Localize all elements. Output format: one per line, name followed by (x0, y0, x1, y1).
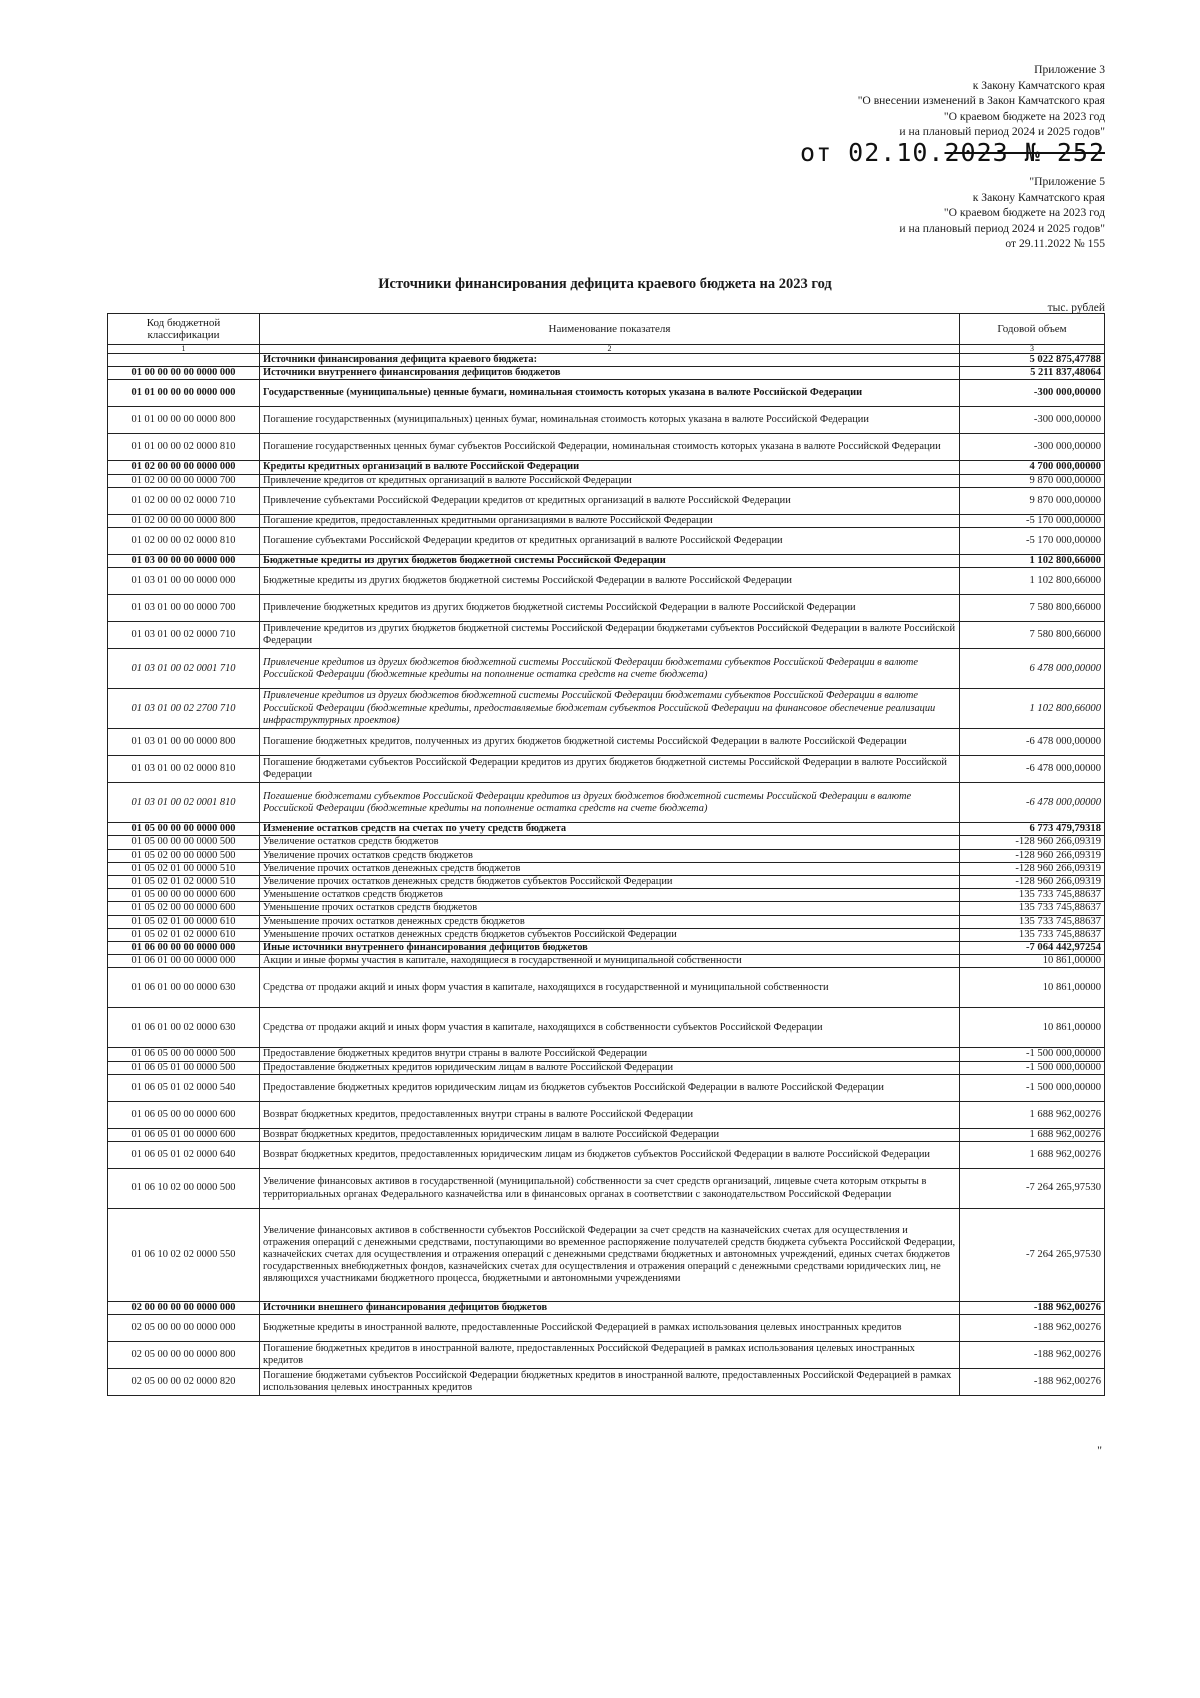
row-code: 01 06 01 00 02 0000 630 (108, 1008, 260, 1048)
header-line: "О внесении изменений в Закон Камчатского края (857, 94, 1105, 108)
row-value: -5 170 000,00000 (960, 528, 1105, 555)
closing-quote: " (1097, 1443, 1102, 1457)
table-row (108, 862, 1105, 875)
row-code: 01 00 00 00 00 0000 000 (108, 367, 260, 380)
row-code: 01 03 01 00 02 0000 810 (108, 756, 260, 783)
row-code: 01 05 00 00 00 0000 500 (108, 836, 260, 849)
row-value: -188 962,00276 (960, 1342, 1105, 1369)
row-value: 4 700 000,00000 (960, 461, 1105, 474)
stamp-date: от 02.10. (800, 138, 945, 167)
row-value: 6 773 479,79318 (960, 823, 1105, 836)
row-value: -128 960 266,09319 (960, 836, 1105, 849)
row-value: 1 102 800,66000 (960, 568, 1105, 595)
column-header-name: Наименование показателя (260, 314, 960, 345)
row-code: 02 00 00 00 00 0000 000 (108, 1302, 260, 1315)
row-value: 135 733 745,88637 (960, 889, 1105, 902)
row-value: -7 264 265,97530 (960, 1169, 1105, 1209)
row-code: 01 03 01 00 00 0000 700 (108, 595, 260, 622)
row-code: 01 02 00 00 02 0000 710 (108, 487, 260, 514)
table-row (108, 1342, 1105, 1369)
table-row (108, 849, 1105, 862)
row-value: 1 102 800,66000 (960, 689, 1105, 729)
row-name: Предоставление бюджетных кредитов юридическим лицам из бюджетов субъектов Российской Федерации в валюте Российской Федерации (260, 1074, 960, 1101)
table-row (108, 902, 1105, 915)
header-line: "О краевом бюджете на 2023 год (943, 109, 1105, 123)
row-value: -1 500 000,00000 (960, 1061, 1105, 1074)
table-row (108, 1101, 1105, 1128)
row-code: 01 03 01 00 00 0000 000 (108, 568, 260, 595)
table-row (108, 1209, 1105, 1302)
table-row (108, 1315, 1105, 1342)
table-row (108, 1048, 1105, 1061)
row-name: Привлечение кредитов из других бюджетов бюджетной системы Российской Федерации бюджетами субъектов Российской Федерации в валюте Российской Федерации (бюджетные кредиты, предоставляемые бюджетам субъектов Российской Федерации на финансовое обеспечение реализации инфраструктурных проектов) (260, 689, 960, 729)
row-value: -128 960 266,09319 (960, 876, 1105, 889)
table-row (108, 889, 1105, 902)
row-code: 01 02 00 00 00 0000 800 (108, 514, 260, 527)
header-line: и на плановый период 2024 и 2025 годов" (899, 125, 1105, 139)
row-value: 6 478 000,00000 (960, 649, 1105, 689)
row-value: 1 688 962,00276 (960, 1142, 1105, 1169)
row-value: 9 870 000,00000 (960, 474, 1105, 487)
table-row (108, 1128, 1105, 1141)
row-code: 01 05 02 01 02 0000 510 (108, 876, 260, 889)
header-line: к Закону Камчатского края (972, 78, 1105, 92)
table-header-row (108, 314, 1105, 345)
row-name: Иные источники внутреннего финансирования дефицитов бюджетов (260, 942, 960, 955)
row-code: 01 06 01 00 00 0000 630 (108, 968, 260, 1008)
row-name: Источники финансирования дефицита краевого бюджета: (260, 354, 960, 367)
table-row (108, 528, 1105, 555)
table-row (108, 968, 1105, 1008)
table-row (108, 487, 1105, 514)
row-code: 01 05 02 01 00 0000 610 (108, 915, 260, 928)
row-value: 1 102 800,66000 (960, 555, 1105, 568)
column-header-code: Код бюджетной классификации (108, 314, 260, 345)
table-row (108, 1169, 1105, 1209)
row-code: 01 06 05 00 00 0000 600 (108, 1101, 260, 1128)
row-name: Погашение бюджетных кредитов, полученных из других бюджетов бюджетной системы Российской Федерации в валюте Российской Федерации (260, 729, 960, 756)
row-name: Уменьшение прочих остатков денежных средств бюджетов субъектов Российской Федерации (260, 928, 960, 941)
row-code: 01 02 00 00 02 0000 810 (108, 528, 260, 555)
row-code: 01 01 00 00 00 0000 800 (108, 407, 260, 434)
row-code: 01 05 02 00 00 0000 500 (108, 849, 260, 862)
table-row (108, 1302, 1105, 1315)
row-name: Уменьшение прочих остатков средств бюджетов (260, 902, 960, 915)
row-name: Увеличение прочих остатков денежных средств бюджетов (260, 862, 960, 875)
row-name: Возврат бюджетных кредитов, предоставленных юридическим лицам в валюте Российской Федерации (260, 1128, 960, 1141)
original-appendix-header (899, 174, 1105, 252)
table-row (108, 568, 1105, 595)
row-value: 9 870 000,00000 (960, 487, 1105, 514)
row-code: 01 03 01 00 02 0001 810 (108, 783, 260, 823)
row-code: 01 06 05 01 02 0000 640 (108, 1142, 260, 1169)
row-value: -128 960 266,09319 (960, 849, 1105, 862)
table-row (108, 1369, 1105, 1396)
row-name: Предоставление бюджетных кредитов внутри страны в валюте Российской Федерации (260, 1048, 960, 1061)
table-row (108, 595, 1105, 622)
row-code: 02 05 00 00 02 0000 820 (108, 1369, 260, 1396)
stamp-struck-number: 2023 № 252 (944, 138, 1105, 167)
row-name: Привлечение кредитов из других бюджетов бюджетной системы Российской Федерации бюджетами субъектов Российской Федерации в валюте Российской Федерации (260, 622, 960, 649)
table-row (108, 407, 1105, 434)
row-name: Погашение государственных (муниципальных) ценных бумаг, номинальная стоимость которых указана в валюте Российской Федерации (260, 407, 960, 434)
row-name: Государственные (муниципальные) ценные бумаги, номинальная стоимость которых указана в валюте Российской Федерации (260, 380, 960, 407)
table-row (108, 1008, 1105, 1048)
row-value: 10 861,00000 (960, 968, 1105, 1008)
row-name: Источники внешнего финансирования дефицитов бюджетов (260, 1302, 960, 1315)
row-name: Увеличение остатков средств бюджетов (260, 836, 960, 849)
row-code: 01 06 05 00 00 0000 500 (108, 1048, 260, 1061)
row-name: Погашение бюджетами субъектов Российской Федерации кредитов из других бюджетов бюджетной системы Российской Федерации в валюте Российской Федерации (260, 756, 960, 783)
table-row (108, 942, 1105, 955)
table-row (108, 461, 1105, 474)
table-row (108, 876, 1105, 889)
row-name: Погашение бюджетных кредитов в иностранной валюте, предоставленных Российской Федерацией в рамках использования целевых иностранных кредитов (260, 1342, 960, 1369)
table-row (108, 649, 1105, 689)
column-number: 3 (960, 345, 1105, 354)
row-name: Бюджетные кредиты из других бюджетов бюджетной системы Российской Федерации в валюте Российской Федерации (260, 568, 960, 595)
table-row (108, 955, 1105, 968)
row-value: -300 000,00000 (960, 380, 1105, 407)
row-value: -6 478 000,00000 (960, 729, 1105, 756)
row-name: Источники внутреннего финансирования дефицитов бюджетов (260, 367, 960, 380)
table-row (108, 689, 1105, 729)
row-code: 01 05 02 01 02 0000 610 (108, 928, 260, 941)
row-code: 01 03 01 00 02 0001 710 (108, 649, 260, 689)
row-code: 02 05 00 00 00 0000 800 (108, 1342, 260, 1369)
header-line: и на плановый период 2024 и 2025 годов" (899, 221, 1105, 235)
row-name: Уменьшение прочих остатков денежных средств бюджетов (260, 915, 960, 928)
row-name: Увеличение финансовых активов в государственной (муниципальной) собственности за счет средств организаций, лицевые счета которым открыты в территориальных органах Федерального казначейства или в финансовых органах в соответствии с законодательством Российской Федерации (260, 1169, 960, 1209)
row-code: 01 06 05 01 00 0000 600 (108, 1128, 260, 1141)
financing-sources-table (107, 313, 1105, 1396)
row-name: Увеличение прочих остатков средств бюджетов (260, 849, 960, 862)
row-value: -1 500 000,00000 (960, 1048, 1105, 1061)
header-line: "Приложение 5 (1029, 175, 1105, 188)
row-code: 01 03 01 00 00 0000 800 (108, 729, 260, 756)
row-name: Акции и иные формы участия в капитале, находящиеся в государственной и муниципальной собственности (260, 955, 960, 968)
row-value: -6 478 000,00000 (960, 783, 1105, 823)
header-line: Приложение 3 (1034, 63, 1105, 76)
column-header-value: Годовой объем (960, 314, 1105, 345)
row-code: 01 05 02 01 00 0000 510 (108, 862, 260, 875)
row-name: Изменение остатков средств на счетах по учету средств бюджета (260, 823, 960, 836)
row-code: 01 06 05 01 00 0000 500 (108, 1061, 260, 1074)
row-code: 01 06 05 01 02 0000 540 (108, 1074, 260, 1101)
row-value: 1 688 962,00276 (960, 1128, 1105, 1141)
row-value: -188 962,00276 (960, 1302, 1105, 1315)
table-row (108, 354, 1105, 367)
row-value: 10 861,00000 (960, 1008, 1105, 1048)
row-value: -300 000,00000 (960, 407, 1105, 434)
row-name: Привлечение бюджетных кредитов из других бюджетов бюджетной системы Российской Федерации в валюте Российской Федерации (260, 595, 960, 622)
row-name: Возврат бюджетных кредитов, предоставленных юридическим лицам из бюджетов субъектов Российской Федерации в валюте Российской Федерации (260, 1142, 960, 1169)
row-name: Кредиты кредитных организаций в валюте Российской Федерации (260, 461, 960, 474)
row-value: 5 022 875,47788 (960, 354, 1105, 367)
row-code: 01 02 00 00 00 0000 000 (108, 461, 260, 474)
row-name: Увеличение прочих остатков денежных средств бюджетов субъектов Российской Федерации (260, 876, 960, 889)
row-code: 01 06 10 02 02 0000 550 (108, 1209, 260, 1302)
row-name: Привлечение кредитов из других бюджетов бюджетной системы Российской Федерации бюджетами субъектов Российской Федерации в валюте Российской Федерации (бюджетные кредиты на пополнение остатка средств на счете бюджета) (260, 649, 960, 689)
table-row (108, 928, 1105, 941)
table-row (108, 729, 1105, 756)
row-value: 7 580 800,66000 (960, 622, 1105, 649)
row-name: Увеличение финансовых активов в собственности субъектов Российской Федерации за счет средств на казначейских счетах для осуществления и отражения операций с денежными средствами, поступающими во временное распоряжение получателей средств бюджета субъекта Российской Федерации, казначейских счетах для осуществления и отражения операций с денежными средствами бюджетных и автономных учреждений, единых счетах бюджетов государственных внебюджетных фондов, казначейских счетах для осуществления и отражения операций с денежными средствами юридических лиц, не являющихся участниками бюджетного процесса, бюджетными и автономными учреждениями (260, 1209, 960, 1302)
row-value: -6 478 000,00000 (960, 756, 1105, 783)
table-body (108, 354, 1105, 1396)
table-row (108, 756, 1105, 783)
row-code: 01 06 01 00 00 0000 000 (108, 955, 260, 968)
row-value: 10 861,00000 (960, 955, 1105, 968)
row-value: 135 733 745,88637 (960, 902, 1105, 915)
row-code: 02 05 00 00 00 0000 000 (108, 1315, 260, 1342)
column-number: 2 (260, 345, 960, 354)
row-name: Привлечение кредитов от кредитных организаций в валюте Российской Федерации (260, 474, 960, 487)
row-name: Погашение государственных ценных бумаг субъектов Российской Федерации, номинальная стоимость которых указана в валюте Российской Федерации (260, 434, 960, 461)
table-row (108, 1074, 1105, 1101)
row-name: Погашение бюджетами субъектов Российской Федерации бюджетных кредитов в иностранной валюте, предоставленных Российской Федерацией в рамках использования целевых иностранных кредитов (260, 1369, 960, 1396)
row-name: Возврат бюджетных кредитов, предоставленных внутри страны в валюте Российской Федерации (260, 1101, 960, 1128)
row-value: -188 962,00276 (960, 1369, 1105, 1396)
table-row (108, 380, 1105, 407)
row-value: -1 500 000,00000 (960, 1074, 1105, 1101)
header-line: "О краевом бюджете на 2023 год (943, 206, 1105, 220)
row-value: 135 733 745,88637 (960, 928, 1105, 941)
row-name: Бюджетные кредиты в иностранной валюте, предоставленные Российской Федерацией в рамках использования целевых иностранных кредитов (260, 1315, 960, 1342)
row-value: -300 000,00000 (960, 434, 1105, 461)
table-row (108, 1061, 1105, 1074)
row-value: -128 960 266,09319 (960, 862, 1105, 875)
row-value: -188 962,00276 (960, 1315, 1105, 1342)
row-code: 01 01 00 00 02 0000 810 (108, 434, 260, 461)
column-number: 1 (108, 345, 260, 354)
table-row (108, 367, 1105, 380)
table-row (108, 622, 1105, 649)
row-code: 01 06 10 02 00 0000 500 (108, 1169, 260, 1209)
date-number-stamp (800, 138, 1105, 167)
row-name: Привлечение субъектами Российской Федерации кредитов от кредитных организаций в валюте Российской Федерации (260, 487, 960, 514)
row-name: Средства от продажи акций и иных форм участия в капитале, находящихся в государственной и муниципальной собственности (260, 968, 960, 1008)
row-value: -7 064 442,97254 (960, 942, 1105, 955)
row-value: 7 580 800,66000 (960, 595, 1105, 622)
row-name: Погашение бюджетами субъектов Российской Федерации кредитов из других бюджетов бюджетной системы Российской Федерации в валюте Российской Федерации (бюджетные кредиты на пополнение остатка средств на счете бюджета) (260, 783, 960, 823)
row-code: 01 05 00 00 00 0000 600 (108, 889, 260, 902)
row-value: 1 688 962,00276 (960, 1101, 1105, 1128)
row-value: -5 170 000,00000 (960, 514, 1105, 527)
table-row (108, 823, 1105, 836)
row-name: Погашение кредитов, предоставленных кредитными организациями в валюте Российской Федерации (260, 514, 960, 527)
row-code: 01 05 02 00 00 0000 600 (108, 902, 260, 915)
row-name: Погашение субъектами Российской Федерации кредитов от кредитных организаций в валюте Российской Федерации (260, 528, 960, 555)
row-value: -7 264 265,97530 (960, 1209, 1105, 1302)
row-name: Средства от продажи акций и иных форм участия в капитале, находящихся в собственности субъектов Российской Федерации (260, 1008, 960, 1048)
amendment-header (858, 62, 1105, 140)
row-value: 135 733 745,88637 (960, 915, 1105, 928)
table-row (108, 474, 1105, 487)
units-label: тыс. рублей (1047, 302, 1105, 314)
table-row (108, 836, 1105, 849)
table-row (108, 514, 1105, 527)
row-code: 01 06 00 00 00 0000 000 (108, 942, 260, 955)
table-row (108, 555, 1105, 568)
header-line: к Закону Камчатского края (972, 190, 1105, 204)
header-line: от 29.11.2022 № 155 (1005, 237, 1105, 251)
table-row (108, 915, 1105, 928)
column-number-row (108, 345, 1105, 354)
row-code: 01 02 00 00 00 0000 700 (108, 474, 260, 487)
table-row (108, 783, 1105, 823)
row-code (108, 354, 260, 367)
row-code: 01 03 01 00 02 0000 710 (108, 622, 260, 649)
row-name: Предоставление бюджетных кредитов юридическим лицам в валюте Российской Федерации (260, 1061, 960, 1074)
document-title: Источники финансирования дефицита краевого бюджета на 2023 год (378, 276, 832, 292)
table-row (108, 434, 1105, 461)
row-code: 01 03 01 00 02 2700 710 (108, 689, 260, 729)
row-name: Бюджетные кредиты из других бюджетов бюджетной системы Российской Федерации (260, 555, 960, 568)
table-row (108, 1142, 1105, 1169)
row-code: 01 03 00 00 00 0000 000 (108, 555, 260, 568)
row-name: Уменьшение остатков средств бюджетов (260, 889, 960, 902)
row-value: 5 211 837,48064 (960, 367, 1105, 380)
row-code: 01 05 00 00 00 0000 000 (108, 823, 260, 836)
row-code: 01 01 00 00 00 0000 000 (108, 380, 260, 407)
